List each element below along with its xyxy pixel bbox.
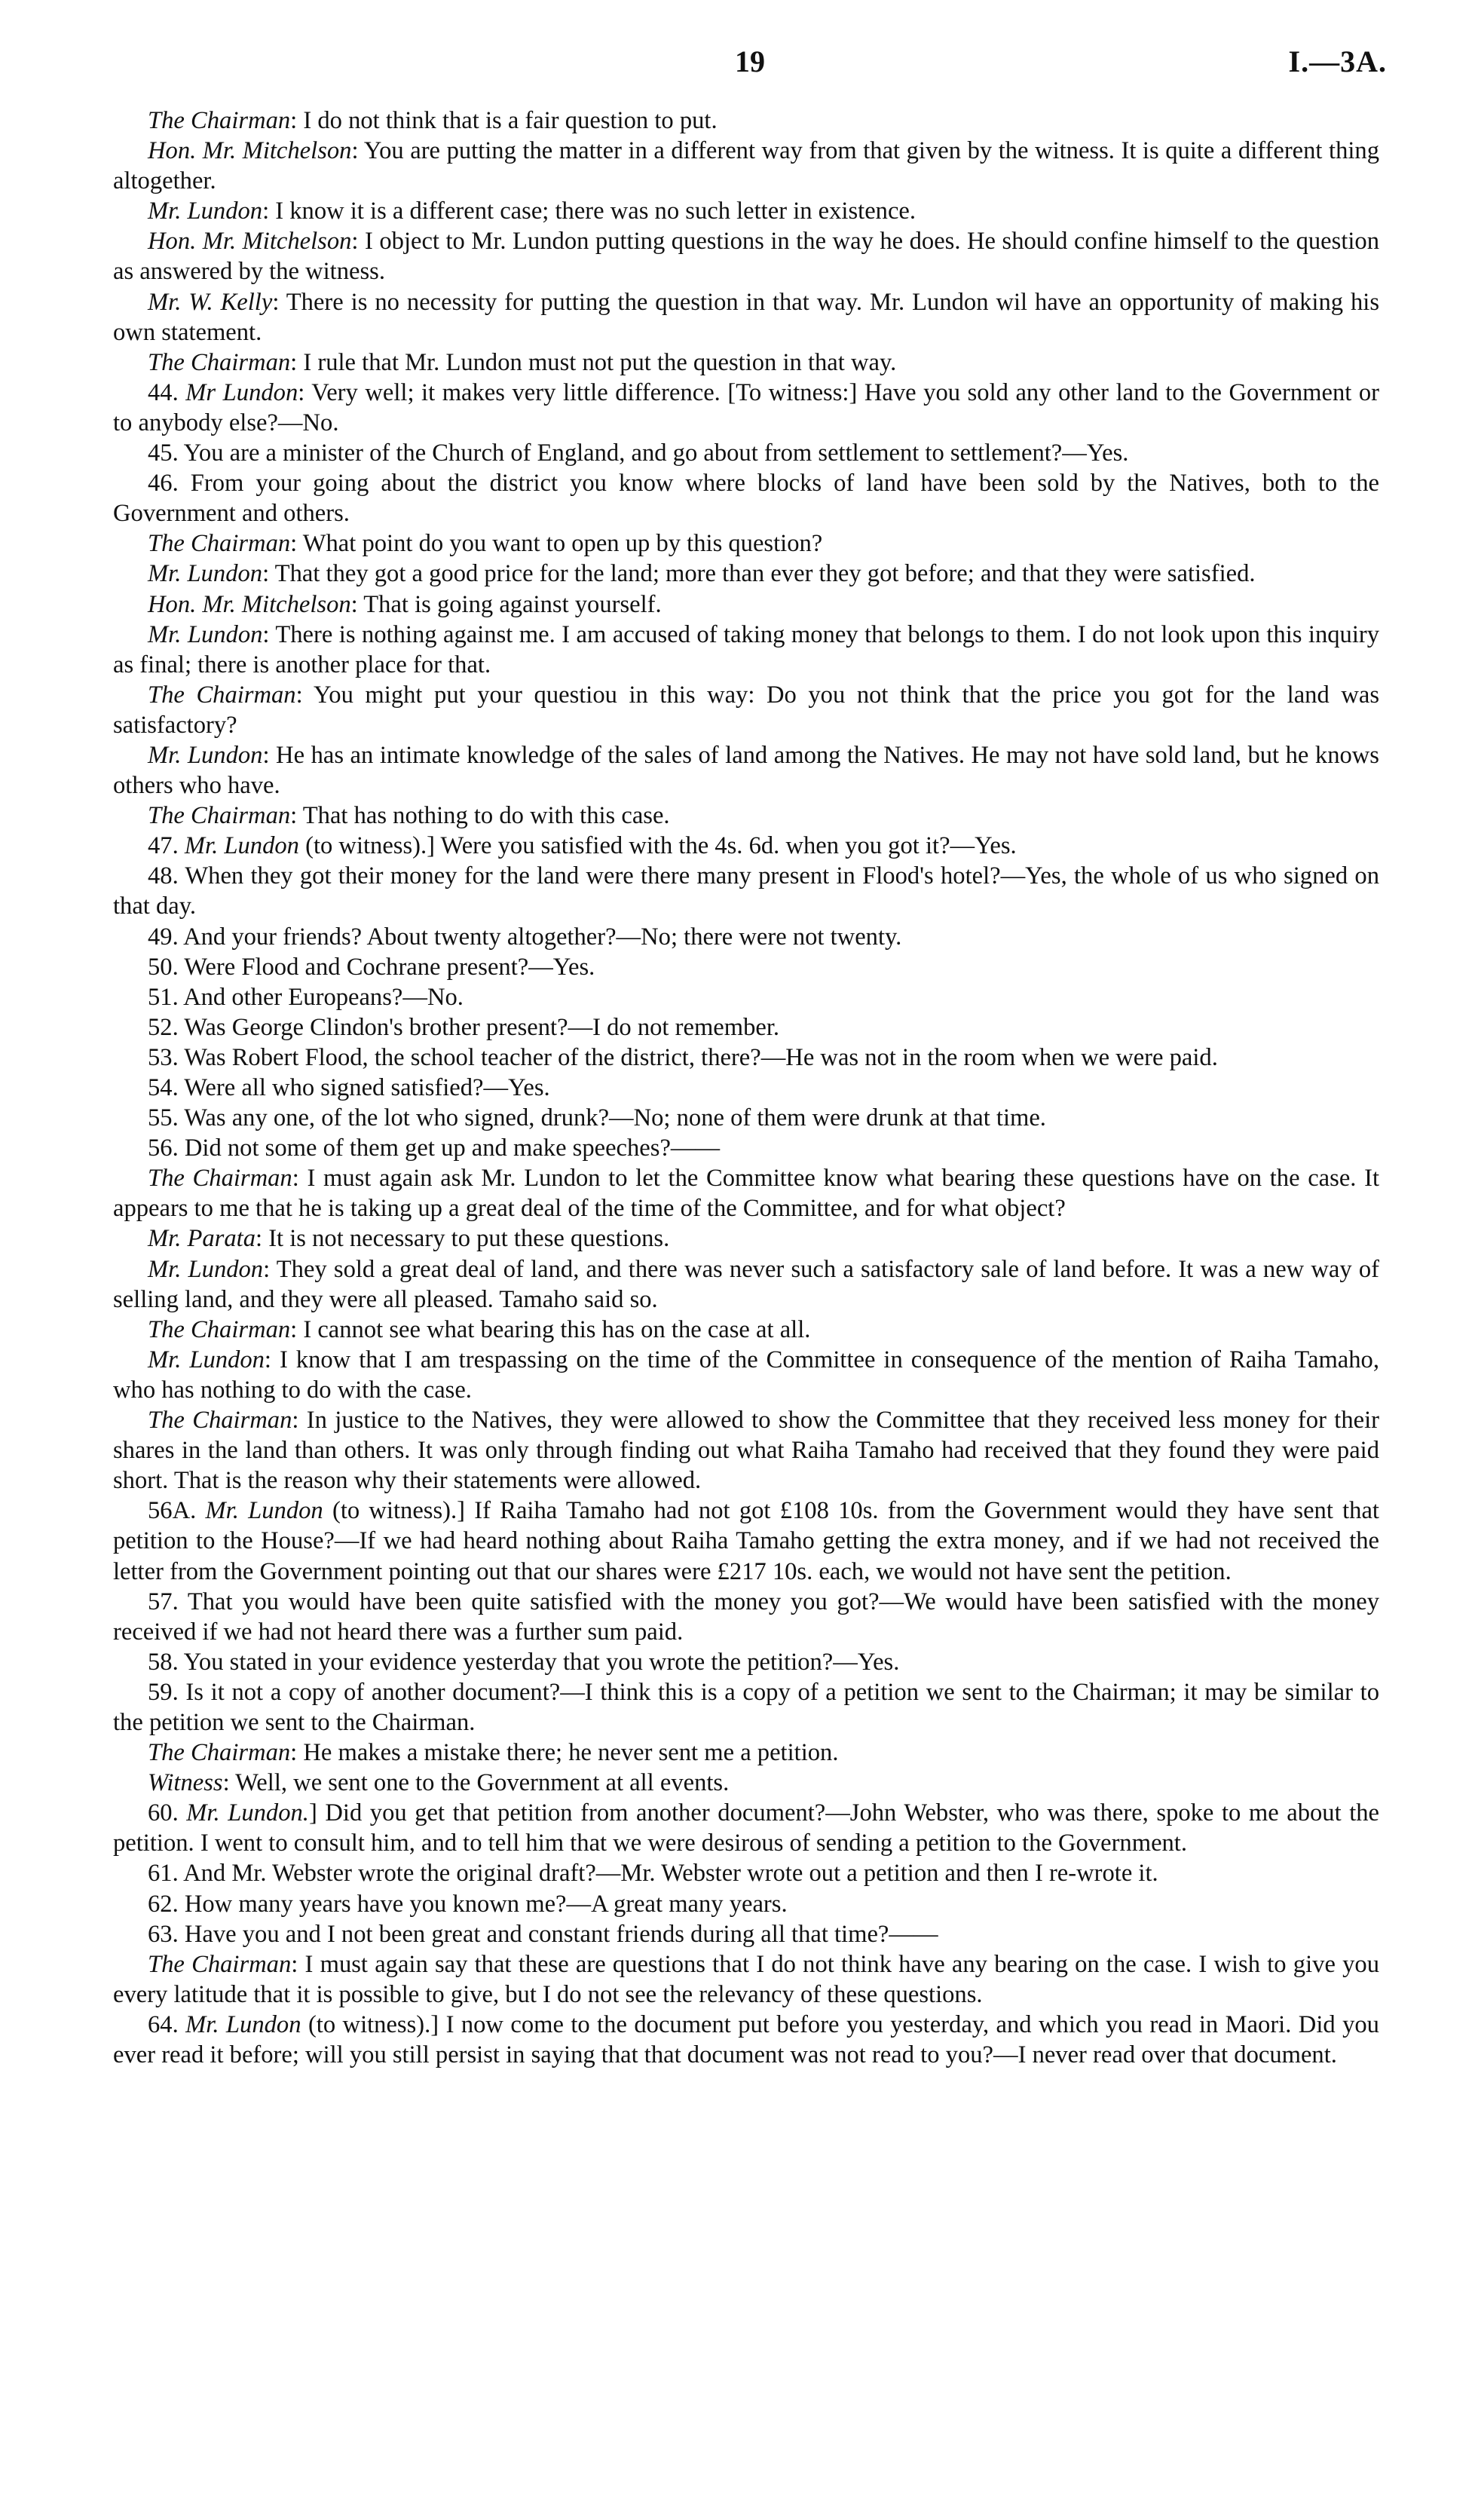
transcript-paragraph: [113, 1073, 1379, 1103]
paragraph-text: They sold a great deal of land, and there was never such a satisfactory sale of land before. It was a new way of selling land, and they were all pleased. Tamaho said so.: [113, 1255, 1379, 1313]
paragraph-text: 51. And other Europeans?—No.: [148, 983, 464, 1011]
speaker-separator: :: [262, 741, 277, 769]
paragraph-text: 53. Was Robert Flood, the school teacher of the district, there?—He was not in the room when we were paid.: [148, 1043, 1218, 1071]
transcript-paragraph: [113, 1012, 1379, 1043]
transcript-paragraph: [113, 1677, 1379, 1738]
speaker-name: Mr. Lundon.: [186, 1799, 309, 1827]
speaker-name: Mr. Lundon: [148, 1255, 264, 1283]
speaker-separator: :: [290, 1739, 304, 1767]
speaker-separator: :: [264, 1346, 280, 1373]
transcript-paragraph: [113, 438, 1379, 468]
transcript-paragraph: [113, 1798, 1379, 1858]
transcript-paragraph: [113, 1858, 1379, 1888]
speaker-name: Hon. Mr. Mitchelson: [148, 137, 352, 165]
paragraph-text: I know that I am trespassing on the time of the Committee in consequence of the mention of Raiha Tamaho, who has nothing to do with the case.: [113, 1346, 1379, 1404]
transcript-paragraph: [113, 1223, 1379, 1254]
transcript-paragraph: [113, 1163, 1379, 1223]
transcript-paragraph: [113, 1043, 1379, 1073]
paragraph-text: 62. How many years have you known me?—A great many years.: [148, 1890, 788, 1918]
paragraph-text: Well, we sent one to the Government at all events.: [235, 1769, 730, 1797]
paragraph-text: There is nothing against me. I am accused of taking money that belongs to them. I do not look upon this inquiry as final; there is another place for that.: [113, 620, 1379, 678]
transcript-paragraph: [113, 1315, 1379, 1345]
transcript-paragraph: [113, 589, 1379, 620]
speaker-name: The Chairman: [148, 530, 291, 558]
paragraph-text: 48. When they got their money for the land were there many present in Flood's hotel?—Yes, the whole of us who signed on that day.: [113, 862, 1379, 920]
paragraph-text: He makes a mistake there; he never sent me a petition.: [303, 1739, 839, 1767]
paragraph-text: 61. And Mr. Webster wrote the original draft?—Mr. Webster wrote out a petition and then I re-wrote it.: [148, 1860, 1158, 1888]
speaker-name: The Chairman: [148, 1407, 292, 1435]
transcript-paragraph: [113, 528, 1379, 559]
speaker-name: The Chairman: [148, 802, 291, 830]
paragraph-label: 47.: [148, 832, 185, 860]
paragraph-text: 54. Were all who signed satisfied?—Yes.: [148, 1074, 550, 1101]
page-header: [113, 44, 1387, 89]
speaker-separator: [299, 832, 305, 859]
speaker-separator: :: [291, 1950, 305, 1978]
transcript-paragraph: [113, 378, 1379, 438]
paragraph-text: Did you get that petition from another document?—John Webster, who was there, spoke to me about the petition. I went to consult him, and to tell him that we were desirous of sending a petition to the Government.: [113, 1799, 1379, 1857]
speaker-name: Mr. Lundon: [148, 1346, 265, 1373]
transcript-paragraph: [113, 287, 1379, 348]
speaker-separator: :: [290, 1315, 304, 1343]
paragraph-text: There is no necessity for putting the question in that way. Mr. Lundon wil have an opportunity of making his own statement.: [113, 288, 1379, 346]
paragraph-text: That they got a good price for the land; more than ever they got before; and that they were satisfied.: [274, 560, 1256, 588]
paragraph-text: That is going against yourself.: [363, 590, 662, 618]
paragraph-text: 49. And your friends? About twenty altogether?—No; there were not twenty.: [148, 923, 902, 951]
transcript-paragraph: [113, 801, 1379, 831]
transcript-paragraph: [113, 1738, 1379, 1768]
transcript-paragraph: [113, 680, 1379, 740]
paragraph-text: 46. From your going about the district you know where blocks of land have been sold by the Natives, both to the Government and others.: [113, 470, 1379, 528]
paragraph-text: 59. Is it not a copy of another document?—I think this is a copy of a petition we sent to the Chairman; it may be similar to the petition we sent to the Chairman.: [113, 1678, 1379, 1736]
transcript-paragraph: [113, 1254, 1379, 1315]
speaker-name: Mr. Lundon: [148, 560, 263, 588]
paragraph-text: 58. You stated in your evidence yesterday that you wrote the petition?—Yes.: [148, 1648, 900, 1676]
speaker-separator: :: [298, 378, 312, 406]
transcript-paragraph: [113, 620, 1379, 680]
speaker-separator: :: [222, 1769, 236, 1797]
speaker-separator: :: [292, 1165, 308, 1193]
speaker-separator: :: [290, 348, 304, 376]
paragraph-text: You might put your questiou in this way: Do you not think that the price you got for the land was satisfactory?: [113, 681, 1379, 739]
transcript-body: [113, 106, 1379, 2488]
paragraph-text: I do not think that is a fair question to put.: [303, 107, 718, 134]
transcript-paragraph: [113, 1345, 1379, 1405]
paragraph-label: 56A.: [148, 1497, 206, 1525]
paragraph-label: 44.: [148, 378, 186, 406]
paragraph-text: (to witness).] Were you satisfied with the 4s. 6d. when you got it?—Yes.: [305, 832, 1017, 860]
paragraph-text: It is not necessary to put these questions.: [268, 1225, 670, 1253]
speaker-separator: :: [351, 228, 365, 256]
transcript-paragraph: [113, 1768, 1379, 1798]
paragraph-text: I must again ask Mr. Lundon to let the Committee know what bearing these questions have on the case. It appears to me that he is taking up a great deal of the time of the Committee, and for what object?: [113, 1165, 1379, 1223]
paragraph-text: I must again say that these are questions that I do not think have any bearing on the case. I wish to give you every latitude that it is possible to give, but I do not see the relevancy of these questions.: [113, 1950, 1379, 2008]
speaker-name: The Chairman: [148, 1315, 291, 1343]
paragraph-label: 60.: [148, 1799, 187, 1827]
speaker-name: Hon. Mr. Mitchelson: [148, 228, 352, 256]
paragraph-text: (to witness).] If Raiha Tamaho had not got £108 10s. from the Government would they have sent that petition to the House?—If we had heard nothing about Raiha Tamaho getting the extra money, and if we had not received the letter from the Government pointing out that our shares were £217 10s. each, we would not have sent the petition.: [113, 1497, 1379, 1585]
transcript-paragraph: [113, 1889, 1379, 1919]
transcript-paragraph: [113, 136, 1379, 196]
speaker-separator: :: [351, 137, 364, 165]
transcript-paragraph: [113, 1133, 1379, 1163]
speaker-name: Mr Lundon: [185, 378, 298, 406]
speaker-separator: [301, 2011, 308, 2038]
transcript-paragraph: [113, 2010, 1379, 2070]
paragraph-text: I object to Mr. Lundon putting questions in the way he does. He should confine himself to the question as answered by the witness.: [113, 228, 1379, 286]
transcript-paragraph: [113, 1103, 1379, 1133]
paragraph-text: 52. Was George Clindon's brother present?—I do not remember.: [148, 1013, 780, 1041]
paragraph-text: 55. Was any one, of the lot who signed, drunk?—No; none of them were drunk at that time.: [148, 1104, 1046, 1132]
document-reference: I.—3A.: [1288, 44, 1387, 78]
transcript-paragraph: [113, 226, 1379, 286]
transcript-paragraph: [113, 348, 1379, 378]
transcript-paragraph: [113, 106, 1379, 136]
speaker-name: Mr. Lundon: [205, 1497, 323, 1525]
speaker-separator: ]: [308, 1799, 326, 1827]
transcript-paragraph: [113, 1587, 1379, 1647]
speaker-separator: :: [272, 288, 286, 316]
transcript-paragraph: [113, 952, 1379, 982]
speaker-name: Mr. Parata: [148, 1225, 256, 1253]
transcript-paragraph: [113, 861, 1379, 921]
speaker-name: The Chairman: [148, 1165, 292, 1193]
speaker-name: Mr. Lundon: [148, 741, 263, 769]
transcript-paragraph: [113, 1405, 1379, 1496]
speaker-separator: :: [292, 1407, 307, 1435]
speaker-name: The Chairman: [148, 348, 291, 376]
speaker-separator: :: [290, 107, 304, 134]
paragraph-text: 57. That you would have been quite satisfied with the money you got?—We would have been satisfied with the money received if we had not heard there was a further sum paid.: [113, 1588, 1379, 1646]
transcript-paragraph: [113, 559, 1379, 589]
transcript-paragraph: [113, 1949, 1379, 2010]
speaker-separator: :: [262, 620, 276, 648]
paragraph-text: That has nothing to do with this case.: [302, 802, 670, 830]
speaker-name: The Chairman: [148, 1739, 291, 1767]
speaker-separator: [323, 1497, 332, 1524]
speaker-name: Witness: [148, 1769, 223, 1797]
paragraph-text: In justice to the Natives, they were allowed to show the Committee that they received less money for their shares in the land than others. It was only through finding out what Raiha Tamaho had received that they found they were paid short. That is the reason why their statements were allowed.: [113, 1407, 1379, 1495]
paragraph-text: I cannot see what bearing this has on the case at all.: [303, 1315, 811, 1343]
speaker-separator: :: [290, 530, 303, 558]
paragraph-text: You are putting the matter in a different way from that given by the witness. It is quite a different thing altogether.: [113, 137, 1379, 195]
paragraph-text: He has an intimate knowledge of the sales of land among the Natives. He may not have sold land, but he knows others who have.: [113, 741, 1379, 800]
speaker-name: Hon. Mr. Mitchelson: [148, 590, 351, 618]
transcript-paragraph: [113, 196, 1379, 226]
speaker-separator: :: [263, 1255, 277, 1283]
paragraph-text: What point do you want to open up by this question?: [302, 530, 823, 558]
transcript-paragraph: [113, 982, 1379, 1012]
speaker-name: Mr. W. Kelly: [148, 288, 273, 316]
paragraph-text: I rule that Mr. Lundon must not put the question in that way.: [303, 348, 897, 376]
speaker-separator: :: [295, 681, 314, 709]
speaker-name: Mr. Lundon: [184, 832, 299, 860]
speaker-name: The Chairman: [148, 681, 296, 709]
transcript-paragraph: [113, 1496, 1379, 1586]
speaker-separator: :: [262, 560, 275, 588]
transcript-paragraph: [113, 1647, 1379, 1677]
transcript-paragraph: [113, 468, 1379, 528]
paragraph-label: 64.: [148, 2010, 186, 2038]
speaker-separator: :: [290, 802, 303, 830]
paragraph-text: 45. You are a minister of the Church of England, and go about from settlement to settlement?—Yes.: [148, 439, 1129, 467]
speaker-name: Mr. Lundon: [148, 620, 263, 648]
paragraph-text: (to witness).] I now come to the document put before you yesterday, and which you read in Maori. Did you ever read it before; will you still persist in saying that that document was not read to you?—I never read over that document.: [113, 2010, 1379, 2068]
speaker-name: Mr. Lundon: [185, 2010, 301, 2038]
speaker-separator: :: [262, 197, 276, 225]
page-number: 19: [735, 44, 765, 78]
speaker-separator: :: [350, 590, 364, 618]
paragraph-text: Very well; it makes very little difference. [To witness:] Have you sold any other land to the Government or to anybody else?—No.: [113, 378, 1379, 436]
speaker-name: The Chairman: [148, 107, 291, 134]
paragraph-text: 50. Were Flood and Cochrane present?—Yes.: [148, 953, 595, 981]
transcript-paragraph: [113, 831, 1379, 861]
transcript-paragraph: [113, 1919, 1379, 1949]
paragraph-text: 63. Have you and I not been great and constant friends during all that time?——: [148, 1920, 938, 1948]
paragraph-text: 56. Did not some of them get up and make speeches?——: [148, 1134, 721, 1162]
paragraph-text: I know it is a different case; there was no such letter in existence.: [275, 197, 916, 225]
speaker-separator: :: [256, 1225, 269, 1253]
transcript-paragraph: [113, 922, 1379, 952]
speaker-name: Mr. Lundon: [148, 197, 263, 225]
speaker-name: The Chairman: [148, 1950, 292, 1978]
transcript-paragraph: [113, 740, 1379, 801]
